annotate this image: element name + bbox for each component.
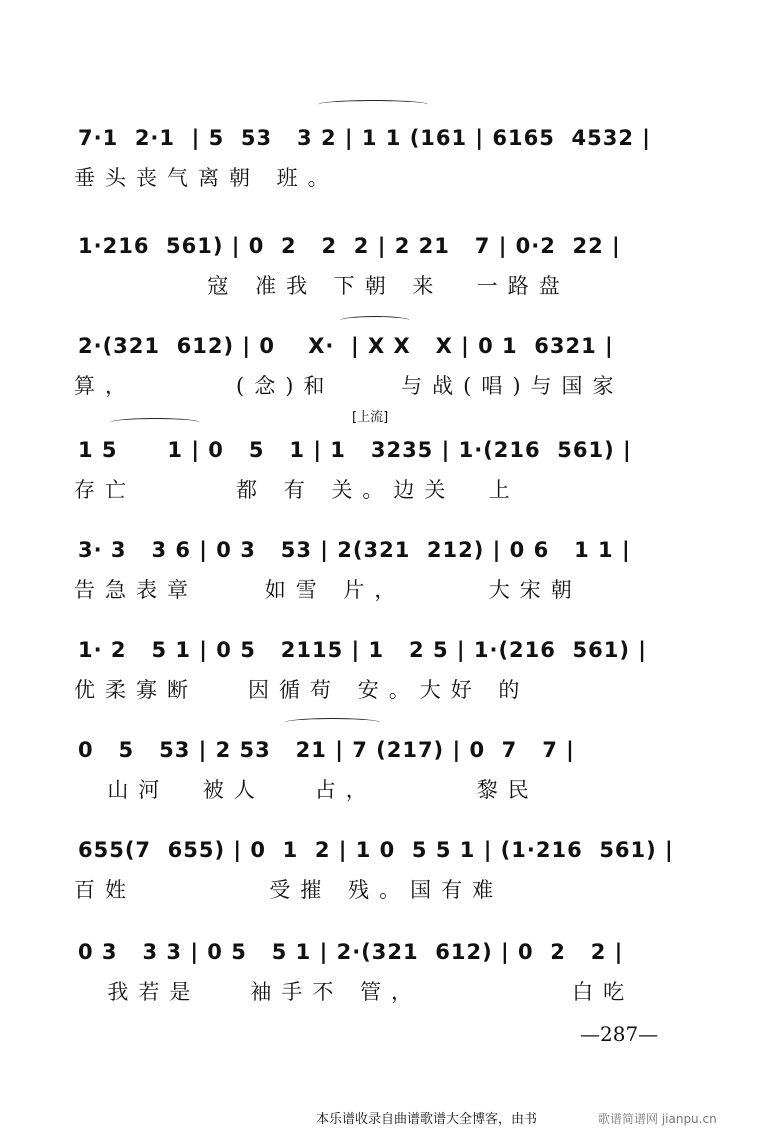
notation-line: 1 5 1 | 0 5 1 | 1 3235 | 1·(216 561) |: [78, 438, 632, 462]
slur: [340, 316, 410, 325]
system-4: [60, 410, 710, 520]
notation-line: 655(7 655) | 0 1 2 | 1 0 5 5 1 | (1·216 561) |: [78, 838, 674, 862]
lyric-line: 寇 准我 下朝 来 一路盘: [74, 274, 570, 298]
site-watermark: 歌谱简谱网 jianpu.cn: [598, 1112, 717, 1126]
notation-line: 2·(321 612) | 0 X· | X X X | 0 1 6321 |: [78, 334, 614, 358]
notation-line: 1·216 561) | 0 2 2 2 | 2 21 7 | 0·2 22 |: [78, 234, 621, 258]
system-3: [60, 326, 710, 416]
tempo-tag-shangliu: [上流]: [352, 410, 389, 425]
lyric-line: 优柔寡断 因循苟 安。大好 的: [74, 678, 530, 702]
slur: [110, 418, 200, 427]
lyric-line: 垂头丧气离朝 班。: [74, 166, 339, 190]
system-8: [60, 830, 710, 920]
system-5: [60, 530, 710, 620]
system-6: [60, 630, 710, 720]
notation-line: 0 3 3 3 | 0 5 5 1 | 2·(321 612) | 0 2 2 |: [78, 940, 624, 964]
system-1: [60, 118, 710, 208]
lyric-line: 存亡 都 有 关。边关 上: [74, 478, 520, 502]
page-number: —287—: [580, 1022, 659, 1046]
slur: [318, 100, 428, 109]
notation-line: 7·1 2·1 | 5 53 3 2 | 1 1 (161 | 6165 4532 |: [78, 126, 651, 150]
lyric-line: 我若是 袖手不 管， 白吃: [74, 980, 635, 1004]
lyric-line: 山河 被人 占， 黎民: [74, 778, 539, 802]
footer-note: 本乐谱收录自曲谱歌谱大全博客，由书: [316, 1112, 538, 1127]
slur: [285, 718, 380, 727]
system-9: [60, 932, 710, 1022]
lyric-line: 百姓 受摧 残。国有难: [74, 878, 504, 902]
notation-line: 1· 2 5 1 | 0 5 2115 | 1 2 5 | 1·(216 561) |: [78, 638, 647, 662]
notation-line: 3· 3 3 6 | 0 3 53 | 2(321 212) | 0 6 1 1 |: [78, 538, 631, 562]
system-2: [60, 226, 710, 316]
lyric-line: 算， (念)和 与战(唱)与国家: [74, 374, 624, 398]
notation-line: 0 5 53 | 2 53 21 | 7 (217) | 0 7 7 |: [78, 738, 575, 762]
system-7: [60, 730, 710, 820]
lyric-line: 告急表章 如雪 片， 大宋朝: [74, 578, 582, 602]
